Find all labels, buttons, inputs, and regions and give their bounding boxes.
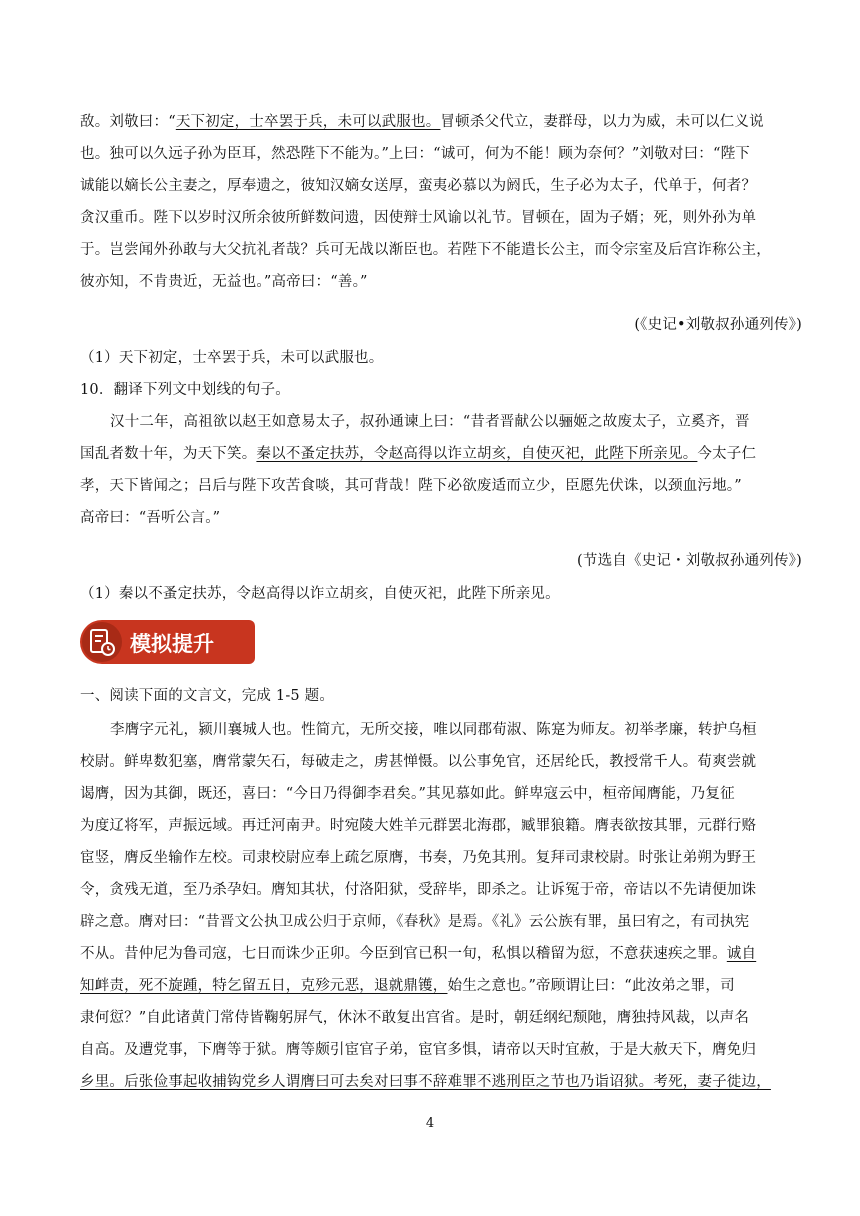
passage-3-line (80, 1070, 771, 1091)
passage-3-line (80, 878, 756, 899)
passage-3-line (80, 846, 756, 867)
passage-2-line (80, 474, 742, 495)
text-segment: 国乱者数十年，为天下笑。 (80, 446, 257, 462)
text-segment: 敌。刘敬曰：“ (80, 114, 176, 130)
passage-2-line (80, 442, 756, 463)
text-segment: 不从。昔仲尼为鲁司寇，七日而诛少正卯。今臣到官已积一旬，私惧以稽留为愆，不意获速疾之罪。 (80, 946, 727, 962)
text-segment: 为度辽将军，声振远域。再迁河南尹。时宛陵大姓羊元群罢北海郡，臧罪狼籍。膺表欲按其罪，元群行赂 (80, 818, 757, 834)
text-segment: 谒膺，因为其御，既还，喜曰：“今日乃得御李君矣。”其见慕如此。鲜卑寇云中，桓帝闻膺能，乃复征 (80, 786, 735, 802)
text-segment: 汉十二年，高祖欲以赵王如意易太子，叔孙通谏上曰：“昔者晋献公以骊姬之故废太子，立奚齐，晋 (110, 414, 750, 430)
text-segment: 贪汉重币。陛下以岁时汉所余彼所鲜数问遗，因使辩士风谕以礼节。冒顿在，固为子婿；死，则外孙为单 (80, 210, 757, 226)
text-segment: 彼亦知，不肯贵近，无益也。”高帝曰：“善。” (80, 274, 368, 290)
text-segment: 孝，天下皆闻之；吕后与陛下攻苦食啖，其可背哉！陛下必欲废适而立少，臣愿先伏诛，以颈血污地。” (80, 478, 742, 494)
text-segment: 冒顿杀父代立，妻群母，以力为威，未可以仁义说 (440, 114, 764, 130)
section-banner (80, 620, 255, 664)
translation-question: （1）秦以不蚤定扶苏，令赵高得以诈立胡亥，自使灭祀，此陛下所亲见。 (80, 586, 560, 602)
passage-3-line (80, 814, 756, 835)
passage-1-line (80, 110, 764, 131)
text-segment: 校尉。鲜卑数犯塞，膺常蒙矢石，每破走之，虏甚惮慑。以公事免官，还居纶氏，教授常千人。荀爽尝就 (80, 754, 757, 770)
page-number: 4 (425, 1116, 435, 1131)
text-segment: 于。岂尝闻外孙敢与大父抗礼者哉？兵可无战以渐臣也。若陛下不能遣长公主，而令宗室及后宫诈称公主， (80, 242, 771, 258)
question-title: 10．翻译下列文中划线的句子。 (80, 382, 290, 398)
source-citation: (《史记•刘敬叔孙通列传》) (634, 317, 802, 333)
text-segment: 也。独可以久远子孙为臣耳，然恐陛下不能为。”上曰：“诚可，何为不能！顾为奈何？”刘敬对曰：“陛下 (80, 146, 750, 162)
passage-2-line (80, 506, 220, 527)
underlined-text: 后张俭事起收捕钩党乡人谓膺曰可去矣对曰事不辞难罪不逃刑臣之节也乃诣诏狱。 (124, 1074, 654, 1090)
document-clock-icon (82, 622, 122, 662)
passage-1-line (80, 238, 771, 259)
passage-2-line (110, 410, 750, 431)
source-citation: (节选自《史记・刘敬叔孙通列传》) (577, 553, 802, 569)
banner-title: 模拟提升 (130, 632, 214, 656)
passage-1-line (80, 206, 756, 227)
text-segment: 高帝曰：“吾听公言。” (80, 510, 221, 526)
underlined-text: 秦以不蚤定扶苏，令赵高得以诈立胡亥，自使灭祀，此陛下所亲见。 (256, 446, 698, 462)
text-segment: 今太子仁 (697, 446, 757, 462)
text-segment: 自高。及遭党事，下膺等于狱。膺等颇引宦官子弟，宦官多惧，请帝以天时宜赦，于是大赦天下，膺免归 (80, 1042, 757, 1058)
passage-1-line (80, 174, 756, 195)
underlined-text: 天下初定，士卒罢于兵，未可以武服也。 (175, 114, 441, 130)
text-segment: 诚能以嫡长公主妻之，厚奉遗之，彼知汉嫡女送厚，蛮夷必慕以为阏氏，生子必为太子，代单于，何者？ (80, 178, 757, 194)
text-segment: 李膺字元礼，颍川襄城人也。性简亢，无所交接，唯以同郡荀淑、陈寔为师友。初举孝廉，转护乌桓 (110, 722, 757, 738)
passage-3-line (80, 942, 756, 963)
translation-question: （1）天下初定，士卒罢于兵，未可以武服也。 (80, 350, 384, 366)
passage-3-line (80, 750, 756, 771)
passage-3-line (80, 974, 735, 995)
passage-3-line (80, 782, 735, 803)
underlined-text: 乡里。 (80, 1074, 125, 1090)
text-segment: 辟之意。膺对曰：“昔晋文公执卫成公归于京师，《春秋》是焉。《礼》云公族有罪，虽曰宥之，有司执宪 (80, 914, 750, 930)
text-segment: 宦竖，膺反坐输作左校。司隶校尉应奉上疏乞原膺，书奏，乃免其刑。复拜司隶校尉。时张让弟朔为野王 (80, 850, 757, 866)
text-segment: 始生之意也。”帝顾谓让曰：“此汝弟之罪，司 (447, 978, 735, 994)
section-title: 一、阅读下面的文言文，完成 1-5 题。 (80, 688, 335, 704)
passage-3-line (80, 1006, 749, 1027)
passage-3-line (80, 910, 749, 931)
passage-1-line (80, 142, 750, 163)
underlined-text: 诚自 (726, 946, 757, 962)
underlined-text: 考死，妻子徙边， (653, 1074, 771, 1090)
text-segment: 隶何愆？”自此诸黄门常侍皆鞠躬屏气，休沐不敢复出宫省。是时，朝廷纲纪颓阤，膺独持风裁，以声名 (80, 1010, 750, 1026)
passage-3-line (80, 1038, 756, 1059)
passage-3-line (110, 718, 757, 739)
text-segment: 令，贪残无道，至乃杀孕妇。膺知其状，付洛阳狱，受辞毕，即杀之。让诉冤于帝，帝诘以不先请便加诛 (80, 882, 757, 898)
passage-1-line (80, 270, 368, 291)
underlined-text: 知衅责，死不旋踵，特乞留五日，克殄元恶，退就鼎镬， (80, 978, 448, 994)
